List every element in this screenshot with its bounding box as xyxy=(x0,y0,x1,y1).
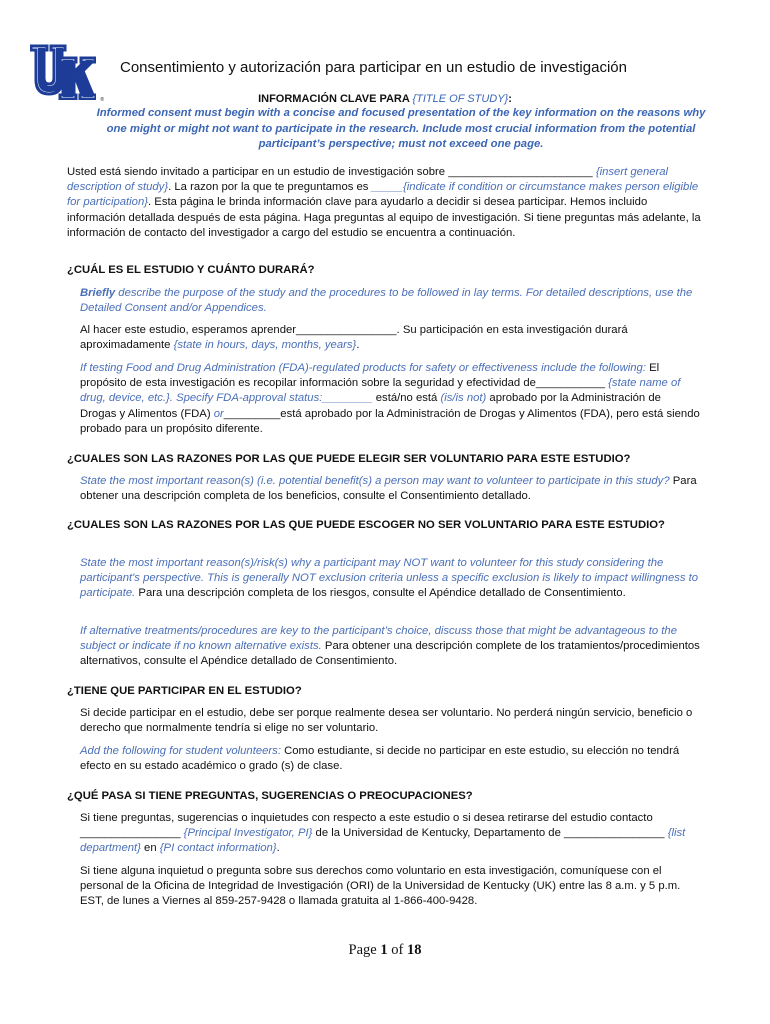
department-placeholder: {list department} xyxy=(80,827,686,855)
key-info-heading xyxy=(0,93,770,105)
alternatives-paragraph xyxy=(80,624,700,670)
intro-paragraph xyxy=(67,165,707,241)
document-title: Consentimiento y autorización para participar en un estudio de investigación xyxy=(120,59,627,76)
purpose-text-2: . xyxy=(356,339,360,352)
intro-placeholder-2: _____{indicate if condition or circumstance makes person eligible for participation} xyxy=(67,181,699,209)
section-heading-study: ¿CUÁL ES EL ESTUDIO Y CUÁNTO DURARÁ? xyxy=(67,264,315,276)
fda-placeholder-3: or xyxy=(213,407,224,420)
voluntary-paragraph: Si decide participar en el estudio, debe ser porque realmente desea ser voluntario. No perderá ningún servicio, beneficio o derecho que normalmente tendría si elige no ser voluntario. xyxy=(80,707,693,735)
instruction-rest: describe the purpose of the study and the procedures to be followed in lay terms. For detailed descriptions, use the Detailed Consent and/or Appendices. xyxy=(80,287,693,315)
instruction-briefly: Briefly xyxy=(80,287,116,299)
intro-text-3: . Esta página le brinda información clave para ayudarlo a decidir si desea participar. Hemos incluido información detallada después de esta página. Haga preguntas al equipo de investigación. Si tiene preguntas más adelante, la información de contacto del investigador a cargo del estudio se encuentra a continuación. xyxy=(67,196,701,239)
title-of-study-placeholder: {TITLE OF STUDY} xyxy=(412,93,509,105)
fda-text-4: _________está aprobado por la Administración de Drogas y Alimentos (FDA), pero está siendo probado para un propósito diferente. xyxy=(80,407,700,435)
section-heading-reasons-volunteer: ¿CUALES SON LAS RAZONES POR LAS QUE PUEDE ELEGIR SER VOLUNTARIO PARA ESTE ESTUDIO? xyxy=(67,453,631,465)
student-instruction: Add the following for student volunteers: xyxy=(80,745,281,757)
section-heading-questions: ¿QUÉ PASA SI TIENE PREGUNTAS, SUGERENCIAS O PREOCUPACIONES? xyxy=(67,790,473,802)
risks-paragraph xyxy=(80,556,700,602)
contact-text-3: en xyxy=(140,842,160,855)
benefits-instruction: State the most important reason(s) (i.e. potential benefit(s) a person may want to volunteer to participate in this study? xyxy=(80,475,670,487)
risks-instruction: State the most important reason(s)/risk(s) why a participant may NOT want to volunteer for this study considering the participant's perspective. This is generally NOT exclusion criteria unless a specific exclusion is likely to impact willingness to participate. xyxy=(80,557,699,600)
uk-logo-mark xyxy=(30,44,96,100)
duration-placeholder: {state in hours, days, months, years} xyxy=(173,339,357,352)
fda-text-1: El propósito de esta investigación es recopilar información sobre la seguridad y efectividad de___________ xyxy=(80,362,660,390)
of-label: of xyxy=(387,942,407,958)
ori-paragraph: Si tiene alguna inquietud o pregunta sobre sus derechos como voluntario en esta investigación, comuníquese con el personal de la Oficina de Integridad de Investigación (ORI) de la Universidad de Kentucky (UK) entre las 8 a.m. y 5 p.m. EST, de lunes a Viernes al 859-257-9428 o llamada gratuita al 1-866-400-9428. xyxy=(80,865,681,908)
page-footer xyxy=(0,942,770,959)
section-heading-must-participate: ¿TIENE QUE PARTICIPAR EN EL ESTUDIO? xyxy=(67,685,302,697)
key-info-label: INFORMACIÓN CLAVE PARA xyxy=(258,93,413,105)
contact-text-2: de la Universidad de Kentucky, Departamento de ________________ xyxy=(312,827,668,840)
purpose-text-1: Al hacer este estudio, esperamos aprender________________. Su participación en esta investigación durará aproximadamente xyxy=(80,324,628,352)
contact-text-4: . xyxy=(276,842,280,855)
intro-placeholder-1: {insert general description of study} xyxy=(67,166,669,194)
fda-paragraph xyxy=(80,361,700,437)
fda-text-2: está/no está xyxy=(372,392,441,405)
study-instruction xyxy=(80,286,700,316)
total-pages: 18 xyxy=(406,942,422,958)
benefits-paragraph xyxy=(80,474,700,504)
key-info-colon: : xyxy=(508,93,512,105)
fda-placeholder-2: (is/is not) xyxy=(440,392,487,405)
intro-text-2: . La razon por la que te preguntamos es xyxy=(168,181,372,194)
pi-contact-placeholder: {PI contact information} xyxy=(159,842,277,855)
registered-mark: ® xyxy=(100,97,104,103)
student-paragraph xyxy=(80,744,700,774)
student-text: Como estudiante, si decide no participar en este estudio, su elección no tendrá efecto en su estado académico o grado (s) de clase. xyxy=(80,745,680,773)
page-label: Page xyxy=(348,942,381,958)
key-info-instruction: Informed consent must begin with a concise and focused presentation of the key information on the reasons why one might or might not want to participate in the research. Include most crucial information from the potential participant’s perspective; must not exceed one page. xyxy=(96,107,706,150)
section-heading-reasons-not-volunteer: ¿CUALES SON LAS RAZONES POR LAS QUE PUEDE ESCOGER NO SER VOLUNTARIO PARA ESTE ESTUDIO? xyxy=(67,519,665,531)
alternatives-text: Para obtener una descripción complete de los tratamientos/procedimientos alternativos, consulte el Apéndice detallado de Consentimiento. xyxy=(80,640,700,668)
fda-text-3: aprobado por la Administración de Drogas y Alimentos (FDA) xyxy=(80,392,661,420)
intro-text-1: Usted está siendo invitado a participar en un estudio de investigación sobre _______________________ xyxy=(67,166,596,178)
pi-placeholder: {Principal Investigator, PI} xyxy=(183,827,313,840)
contact-text-1: Si tiene preguntas, sugerencias o inquietudes con respecto a este estudio o si desea retirarse del estudio contacto ________________ xyxy=(80,812,653,840)
contact-paragraph xyxy=(80,811,700,857)
alternatives-instruction: If alternative treatments/procedures are key to the participant’s choice, discuss those that might be advantageous to the subject or indicate if no known alternative exists. xyxy=(80,625,677,653)
page-number: 1 xyxy=(380,942,388,958)
study-purpose-paragraph xyxy=(80,323,700,353)
risks-text: Para una descripción completa de los riesgos, consulte el Apéndice detallado de Consentimiento. xyxy=(135,587,626,600)
benefits-text: Para obtener una descripción completa de los beneficios, consulte el Consentimiento detallado. xyxy=(80,475,697,503)
fda-placeholder-1: {state name of drug, device, etc.}. Specify FDA-approval status:________ xyxy=(80,377,681,405)
fda-instruction: If testing Food and Drug Administration (FDA)-regulated products for safety or effectiveness include the following: xyxy=(80,362,646,374)
